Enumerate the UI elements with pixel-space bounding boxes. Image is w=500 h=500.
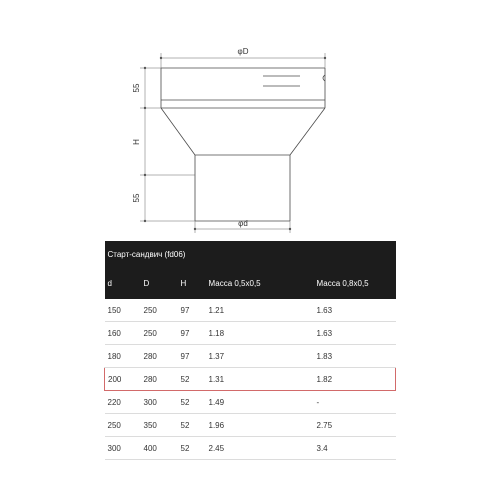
cell-d: 220 xyxy=(105,391,141,414)
cell-d: 160 xyxy=(105,322,141,345)
outer-diameter-label: φD xyxy=(237,47,249,56)
specification-table xyxy=(104,241,396,460)
cell-H: 97 xyxy=(178,345,206,368)
technical-drawing xyxy=(0,0,500,235)
cell-D: 300 xyxy=(141,391,178,414)
table-row xyxy=(105,322,396,345)
cell-mass-05: 2.45 xyxy=(206,437,314,460)
cell-D: 280 xyxy=(141,368,178,391)
column-header-d: d xyxy=(105,268,141,299)
cell-D: 350 xyxy=(141,414,178,437)
cell-mass-08: 1.83 xyxy=(314,345,396,368)
cell-D: 250 xyxy=(141,299,178,322)
cell-mass-05: 1.21 xyxy=(206,299,314,322)
cell-mass-08: 1.82 xyxy=(314,368,396,391)
cell-H: 97 xyxy=(178,299,206,322)
cell-mass-05: 1.37 xyxy=(206,345,314,368)
table-header-row xyxy=(105,268,396,299)
cell-mass-08: 1.63 xyxy=(314,299,396,322)
column-header-D: D xyxy=(141,268,178,299)
table-row xyxy=(105,414,396,437)
table-title-row xyxy=(105,241,396,268)
table-row xyxy=(105,391,396,414)
cell-mass-05: 1.31 xyxy=(206,368,314,391)
cone-left-edge xyxy=(161,108,195,155)
height-label: H xyxy=(132,139,141,145)
cell-d: 250 xyxy=(105,414,141,437)
top-length-label: 55 xyxy=(132,83,141,93)
cone-right-edge xyxy=(290,108,325,155)
cell-H: 97 xyxy=(178,322,206,345)
table-row-highlighted xyxy=(105,368,396,391)
cell-d: 200 xyxy=(105,368,141,391)
table-title: Старт-сандвич (fd06) xyxy=(105,241,396,268)
cell-H: 52 xyxy=(178,437,206,460)
cell-H: 52 xyxy=(178,391,206,414)
cell-mass-08: 3.4 xyxy=(314,437,396,460)
cell-d: 300 xyxy=(105,437,141,460)
column-header-mass-05: Масса 0,5х0,5 xyxy=(206,268,314,299)
cell-D: 250 xyxy=(141,322,178,345)
bottom-length-label: 55 xyxy=(132,193,141,203)
column-header-H: H xyxy=(178,268,206,299)
column-header-mass-08: Масса 0,8х0,5 xyxy=(314,268,396,299)
cell-mass-05: 1.96 xyxy=(206,414,314,437)
cell-H: 52 xyxy=(178,368,206,391)
cell-d: 180 xyxy=(105,345,141,368)
cell-D: 400 xyxy=(141,437,178,460)
cell-mass-05: 1.49 xyxy=(206,391,314,414)
cell-mass-05: 1.18 xyxy=(206,322,314,345)
cell-H: 52 xyxy=(178,414,206,437)
table-row xyxy=(105,299,396,322)
cell-mass-08: 2.75 xyxy=(314,414,396,437)
cell-D: 280 xyxy=(141,345,178,368)
table-row xyxy=(105,437,396,460)
cell-mass-08: - xyxy=(314,391,396,414)
inner-diameter-label: φd xyxy=(238,219,248,228)
cell-d: 150 xyxy=(105,299,141,322)
table-row xyxy=(105,345,396,368)
cell-mass-08: 1.63 xyxy=(314,322,396,345)
